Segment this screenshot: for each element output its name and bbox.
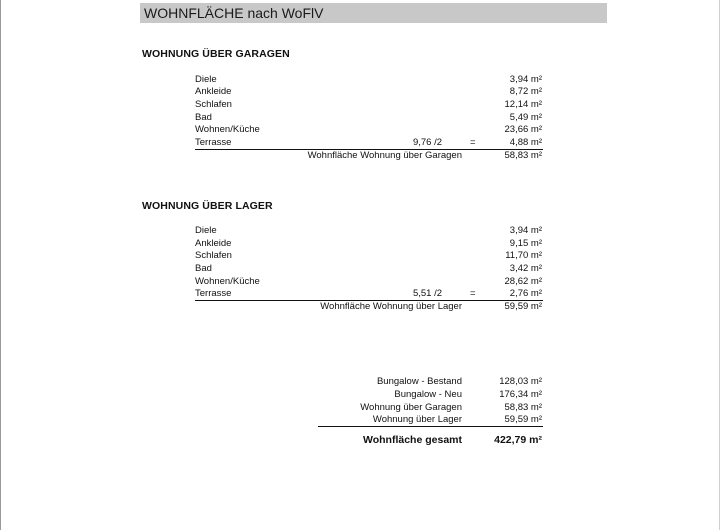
table-row	[0, 276, 720, 288]
table-row	[0, 137, 720, 149]
summary-row	[0, 376, 720, 388]
total-rule	[318, 426, 543, 427]
table-row	[0, 74, 720, 86]
row-value: 28,62 m²	[504, 276, 542, 287]
row-value: 9,15 m²	[509, 238, 542, 249]
row-value: 3,94 m²	[509, 74, 542, 85]
row-value: 4,88 m²	[509, 137, 542, 148]
summary-value: 58,83 m²	[504, 402, 542, 413]
section-heading-lager: WOHNUNG ÜBER LAGER	[142, 200, 273, 212]
row-value: 8,72 m²	[509, 86, 542, 97]
row-label: Wohnen/Küche	[195, 124, 260, 135]
subtotal-row	[0, 150, 720, 162]
table-row	[0, 238, 720, 250]
row-label: Terrasse	[195, 288, 232, 299]
row-value: 12,14 m²	[504, 99, 542, 110]
subtotal-value: 58,83 m²	[504, 150, 542, 161]
row-calculation: 9,76 /2	[412, 137, 442, 148]
row-value: 23,66 m²	[504, 124, 542, 135]
subtotal-label: Wohnfläche Wohnung über Garagen	[307, 150, 462, 161]
summary-row	[0, 414, 720, 426]
summary-value: 176,34 m²	[499, 389, 542, 400]
row-value: 11,70 m²	[505, 250, 542, 261]
total-label: Wohnfläche gesamt	[363, 434, 462, 446]
total-value: 422,79 m²	[494, 434, 542, 446]
row-equals-sign: =	[470, 288, 476, 299]
subtotal-value: 59,59 m²	[504, 301, 542, 312]
summary-value: 128,03 m²	[499, 376, 542, 387]
summary-value: 59,59 m²	[504, 414, 542, 425]
summary-label: Wohnung über Garagen	[360, 402, 462, 413]
table-row	[0, 86, 720, 98]
row-label: Bad	[195, 112, 212, 123]
row-label: Bad	[195, 263, 212, 274]
total-row	[0, 434, 720, 446]
row-label: Wohnen/Küche	[195, 276, 260, 287]
section-heading-garagen: WOHNUNG ÜBER GARAGEN	[142, 48, 290, 60]
summary-label: Bungalow - Bestand	[376, 376, 462, 387]
table-row	[0, 288, 720, 300]
table-row	[0, 112, 720, 124]
subtotal-label: Wohnfläche Wohnung über Lager	[320, 301, 462, 312]
summary-row	[0, 389, 720, 401]
summary-row	[0, 402, 720, 414]
summary-label: Bungalow - Neu	[394, 389, 462, 400]
table-row	[0, 99, 720, 111]
row-value: 2,76 m²	[509, 288, 542, 299]
subtotal-row	[0, 301, 720, 313]
row-label: Terrasse	[195, 137, 232, 148]
row-calculation: 5,51 /2	[412, 288, 442, 299]
row-value: 5,49 m²	[509, 112, 542, 123]
row-value: 3,42 m²	[509, 263, 542, 274]
table-row	[0, 250, 720, 262]
table-row	[0, 263, 720, 275]
row-label: Schlafen	[195, 99, 232, 110]
table-row	[0, 225, 720, 237]
row-label: Ankleide	[195, 86, 232, 97]
row-value: 3,94 m²	[509, 225, 542, 236]
row-label: Diele	[195, 74, 217, 85]
summary-label: Wohnung über Lager	[372, 414, 462, 425]
page-title: WOHNFLÄCHE nach WoFlV	[140, 3, 607, 23]
row-equals-sign: =	[470, 137, 476, 148]
row-label: Ankleide	[195, 238, 232, 249]
table-row	[0, 124, 720, 136]
row-label: Schlafen	[195, 250, 232, 261]
row-label: Diele	[195, 225, 217, 236]
